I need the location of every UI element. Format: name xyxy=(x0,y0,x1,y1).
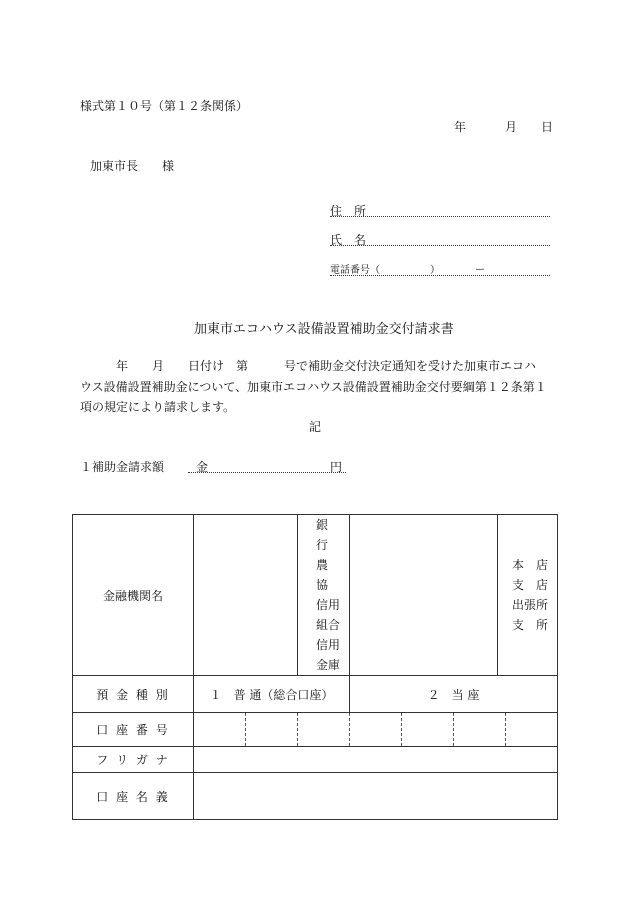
institution-label: 金融機関名 xyxy=(73,515,194,676)
branch-type-2: 支 店 xyxy=(512,578,549,592)
name-field[interactable] xyxy=(330,231,550,246)
ki-heading: 記 xyxy=(309,420,322,434)
bank-type-1: 銀 行 xyxy=(316,518,353,552)
account-name-input[interactable] xyxy=(194,773,558,820)
account-digit-cell[interactable] xyxy=(245,713,297,746)
branch-name-input[interactable] xyxy=(350,515,498,676)
bank-account-table xyxy=(72,514,558,820)
account-name-label: 口 座 名 義 xyxy=(73,773,194,820)
bank-type-4: 信用金庫 xyxy=(316,638,341,672)
form-number: 様式第１０号（第１２条関係） xyxy=(80,99,249,113)
institution-name-input[interactable] xyxy=(194,515,298,676)
account-number-input[interactable] xyxy=(194,713,558,747)
furigana-input[interactable] xyxy=(194,747,558,773)
branch-type-1: 本 店 xyxy=(512,558,549,572)
account-number-label: 口 座 番 号 xyxy=(73,713,194,747)
phone-label: 電話番号（ ） ー xyxy=(330,265,485,276)
bank-type-3: 信用組合 xyxy=(316,598,341,632)
name-label: 氏 名 xyxy=(330,233,367,247)
address-field[interactable] xyxy=(330,202,550,217)
account-digit-cell[interactable] xyxy=(297,713,349,746)
bank-type-2: 農 協 xyxy=(316,558,353,592)
account-digit-cell[interactable] xyxy=(453,713,505,746)
furigana-label: フ リ ガ ナ xyxy=(73,747,194,773)
body-line-2: ウス設備設置補助金について、加東市エコハウス設備設置補助金交付要綱第１２条第１ xyxy=(80,380,547,394)
claim-en: 円 xyxy=(329,460,342,474)
phone-field[interactable] xyxy=(330,261,550,276)
address-label: 住 所 xyxy=(330,204,367,218)
account-digit-cell[interactable] xyxy=(194,713,245,746)
claim-label: １補助金請求額 xyxy=(80,460,165,474)
deposit-type-label: 預 金 種 別 xyxy=(73,676,194,713)
branch-type-3: 出張所 xyxy=(512,598,549,612)
account-digit-cell[interactable] xyxy=(401,713,453,746)
branch-type-4: 支 所 xyxy=(512,618,549,632)
body-line-1: 年 月 日付け 第 号で補助金交付決定通知を受けた加東市エコハ xyxy=(80,359,537,373)
body-line-3: 項の規定により請求します。 xyxy=(80,400,236,414)
date-day: 日 xyxy=(541,120,554,134)
date-month: 月 xyxy=(505,120,518,134)
bank-type-options[interactable] xyxy=(298,515,353,676)
addressee: 加東市長 様 xyxy=(90,159,175,173)
document-title: 加東市エコハウス設備設置補助金交付請求書 xyxy=(194,322,454,337)
account-digit-cell[interactable] xyxy=(349,713,401,746)
deposit-option-ordinary[interactable]: １ 普 通（総合口座） xyxy=(194,676,350,713)
branch-type-options[interactable] xyxy=(498,515,558,676)
claim-kin: 金 xyxy=(196,460,209,474)
account-digit-cell[interactable] xyxy=(505,713,557,746)
claim-amount-field[interactable] xyxy=(188,458,346,473)
deposit-option-current[interactable]: ２ 当 座 xyxy=(350,676,558,713)
date-year: 年 xyxy=(454,120,467,134)
